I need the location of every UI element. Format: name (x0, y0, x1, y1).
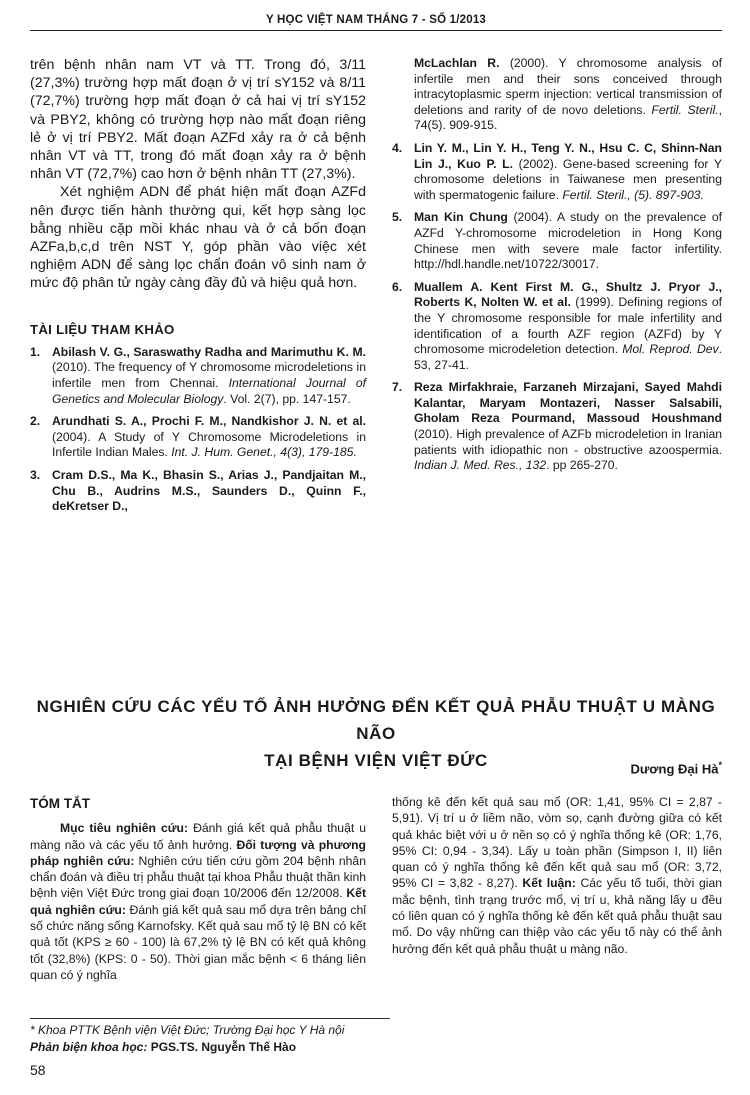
reference-number: 5. (392, 210, 403, 225)
reviewer-line (30, 1039, 344, 1056)
footnote-divider (30, 1018, 390, 1019)
reference-details: . 53, 27-41. (414, 342, 723, 372)
page-number: 58 (30, 1062, 46, 1078)
conclusion-text: Các yếu tố tuổi, thời gian mắc bệnh, tình trạng trước mổ, vị trí u, khả năng lấy u đều có liên quan có ý nghĩa thống kê đến kết quả phẫu thuật sau mổ. Do vậy những can thiệp vào các yếu tố này có thể ảnh hưởng đến kết quả phẫu thuật u màng não. (392, 876, 723, 956)
result-text: Đánh giá kết quả sau mổ dựa trên bảng chỉ số chức năng sống Karnofsky. Kết quả sau mổ tỷ lệ BN có kết quả tốt (KPS ≥ 60 - 100) là 67,2% tỷ lệ BN có kết quả không tốt (32,8%) (KPS: 0 - 50). Thời gian mắc bệnh < 6 tháng liên quan có ý nghĩa (30, 902, 366, 982)
reference-number: 3. (30, 468, 41, 482)
reference-details: , 74(5). 909-915. (414, 102, 722, 133)
article-title (30, 693, 722, 777)
left-column-top (30, 56, 366, 522)
conclusion-label: Kết luận: (522, 876, 576, 891)
journal-header: Y HỌC VIỆT NAM THÁNG 7 - SỐ 1/2013 (30, 14, 722, 31)
references-heading: TÀI LIỆU THAM KHẢO (30, 321, 175, 337)
abstract-right-column (392, 794, 722, 957)
reference-journal: Mol. Reprod. Dev (622, 342, 719, 357)
objective-label: Mục tiêu nghiên cứu: (60, 821, 189, 836)
method-label: Đối tượng và phương pháp nghiên cứu: (30, 837, 366, 868)
reference-text: (2002). Gene-based screening for Y chromosome deletions in Taiwanese men presenting with spermatogenic failure. (414, 156, 722, 202)
reference-number: 2. (30, 414, 41, 429)
author-footnote-mark: * (718, 760, 722, 770)
reference-item (30, 345, 366, 407)
article-title-line: NGHIÊN CỨU CÁC YẾU TỐ ẢNH HƯỞNG ĐẾN KẾT QUẢ PHẪU THUẬT U MÀNG NÃO (36, 697, 716, 743)
reference-text: (2010). The frequency of Y chromosome microdeletions in infertile men from Chennai. (52, 360, 366, 391)
reference-journal: Fertil. Steril., (5). 897-903. (562, 187, 704, 202)
reference-text: (2000). Y chromosome analysis of infertile men and their sons conceived through intracytoplasmic sperm injection: vertical transmission of deletions and rarity of de novo deletions. (414, 56, 723, 117)
article-author (630, 760, 722, 776)
author-name: Dương Đại Hà (630, 761, 719, 777)
result-text-continued: thống kê đến kết quả sau mổ (OR: 1,41, 95% CI = 2,87 - 5,91). Vị trí u ở liềm não, vòm sọ, cạnh đường giữa có kết quả khác biệt với u ở nền sọ có ý nghĩa thống kê (OR: 1,76, 95% CI: 0,94 - 3,34). Lấy u toàn phần (Simpson I, II) liên quan có ý nghĩa thống kê đến kết quả sau mổ (OR: 3,72, 95% CI = 3,82 - 8,27). (392, 795, 722, 891)
article-title-line: TẠI BỆNH VIỆN VIỆT ĐỨC (264, 751, 488, 770)
reference-authors: Man Kin Chung (414, 210, 508, 225)
reference-authors: Reza Mirfakhraie, Farzaneh Mirzajani, Sayed Mahdi Kalantar, Maryam Montazeri, Nasser Salsabili, Gholam Reza Pourmand, Massoud Houshmand (414, 380, 722, 426)
abstract-left-column (30, 796, 366, 983)
abstract-heading: TÓM TẮT (30, 796, 90, 811)
reference-item (30, 468, 366, 515)
reference-authors: McLachlan R. (414, 56, 500, 70)
objective-text: Đánh giá kết quả phẫu thuật u màng não và các yếu tố ảnh hưởng. (30, 821, 367, 852)
reference-authors: Muallem A. Kent First M. G., Shultz J. Pryor J., Roberts K, Nolten W. et al. (414, 279, 722, 310)
author-affiliation: * Khoa PTTK Bệnh viện Việt Đức; Trường Đại học Y Hà nội (30, 1023, 345, 1037)
right-column-top (392, 56, 722, 481)
reference-item (392, 280, 722, 374)
reference-number: 6. (392, 279, 403, 294)
reference-text: (2010). High prevalence of AZFb microdeletion in Iranian patients with idiopathic non - obstructive azoospermia. (414, 427, 722, 457)
references-list-right (392, 141, 722, 474)
reference-text: (2004). A study on the prevalence of AZFd Y-chromosome microdeletion in Hong Kong Chinese men with severe male factor infertility. http://hdl.handle.net/10722/30017. (414, 210, 723, 272)
reviewer-label: Phản biện khoa học: (30, 1039, 148, 1054)
reference-item (392, 210, 722, 272)
body-paragraph: Xét nghiệm ADN để phát hiện mất đoạn AZFd nên được tiến hành thường qui, kết hợp sàng lọc bằng nhiều cặp mồi khác nhau và ở cả bốn đoạn AZFa,b,c,d trên NST Y, góp phần vào việc xét nghiệm ADN để sàng lọc chẩn đoán vô sinh nam ở mức độ phân tử ngày càng đầy đủ và hiệu quả hơn. (30, 184, 366, 292)
reference-authors: Cram D.S., Ma K., Bhasin S., Arias J., Pandjaitan M., Chu B., Audrins M.S., Saunders D., Quinn F., deKretser D., (52, 468, 366, 514)
reference-authors: Lin Y. M., Lin Y. H., Teng Y. N., Hsu C. C, Shinn-Nan Lin J., Kuo P. L. (414, 140, 722, 171)
reference-number: 1. (30, 344, 41, 359)
result-label: Kết quả nghiên cứu: (30, 886, 366, 917)
reference-authors: Abilash V. G., Saraswathy Radha and Marimuthu K. M. (52, 344, 366, 359)
reference-details: . Vol. 2(7), pp. 147-157. (223, 391, 351, 406)
reference-authors: Arundhati S. A., Prochi F. M., Nandkishor J. N. et al. (52, 414, 366, 429)
reference-number: 4. (392, 140, 403, 155)
reference-item (392, 380, 722, 474)
body-paragraph: trên bệnh nhân nam VT và TT. Trong đó, 3/11 (27,3%) trường hợp mất đoạn ở vị trí sY152 và 8/11 (72,7%) trường hợp mất đoạn ở cả hai vị trí sY152 và PBY2, không có trường hợp nào mất đoạn riêng lẻ ở vị trí PBY2. Mất đoạn AZFd xảy ra ở cả bệnh nhân VT và TT, trong đó mất đoạn xảy ra ở bệnh nhân VT (72,7%) cao hơn ở bệnh nhân TT (27,3%). (30, 57, 366, 183)
method-text: Nghiên cứu tiến cứu gồm 204 bệnh nhân chẩn đoán và điều trị phẫu thuật tại khoa Phẫu thuật thần kinh bệnh viện Việt Đức trong giai đoạn 10/2006 đến 12/2008. (30, 853, 366, 901)
reference-continuation (392, 56, 722, 134)
reference-text: (2004). A Study of Y Chromosome Microdeletions in Infertile Indian Males. (52, 429, 366, 460)
reference-item (30, 414, 366, 461)
footnote (30, 1022, 344, 1055)
reference-details: . pp 265-270. (546, 458, 618, 473)
reference-journal: Indian J. Med. Res., 132 (414, 458, 547, 473)
abstract-paragraph (392, 794, 722, 957)
reference-number: 7. (392, 380, 403, 395)
reviewer-name: PGS.TS. Nguyễn Thế Hào (147, 1039, 297, 1054)
reference-journal: Int. J. Hum. Genet., 4(3), 179-185. (171, 445, 357, 460)
abstract-paragraph (30, 820, 366, 983)
reference-journal: Fertil. Steril. (651, 102, 719, 117)
references-list-left (30, 345, 366, 515)
reference-journal: International Journal of Genetics and Molecular Biology (52, 376, 366, 406)
reference-text: (1999). Defining regions of the Y chromosome responsible for male infertility and identification of a fourth AZF region (AZFd) by Y chromosome microdeletion detection. (414, 295, 723, 357)
reference-item (392, 141, 722, 203)
